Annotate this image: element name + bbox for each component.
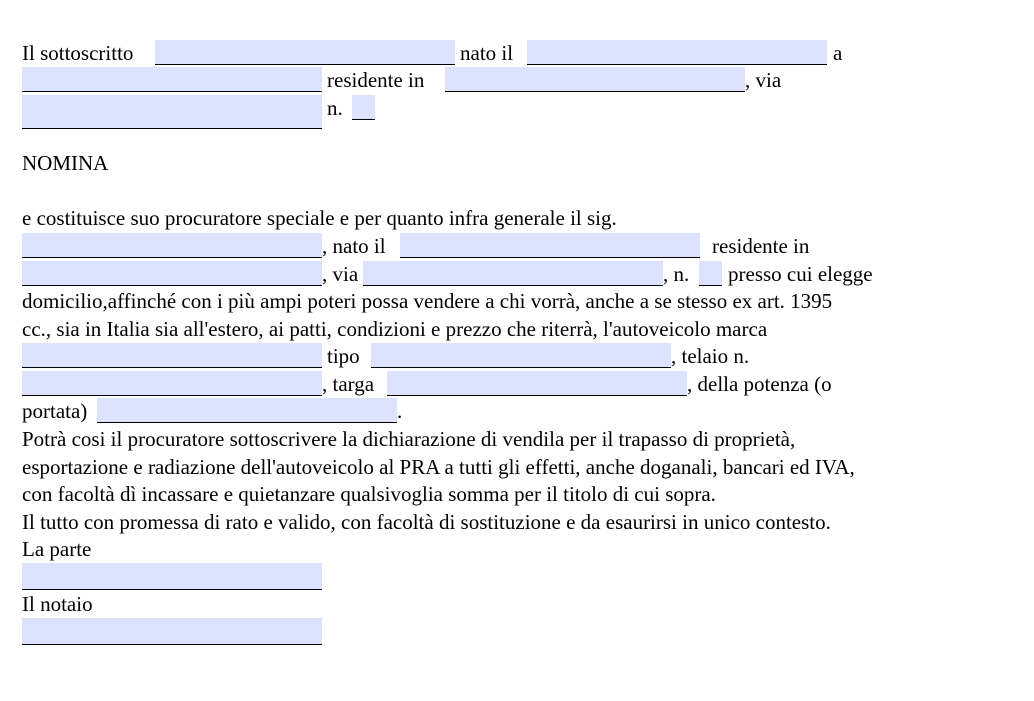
closing-line-3: con facoltà dì incassare e quietanzare qualsivoglia somma per il titolo di cui sopra.	[22, 482, 716, 506]
agent-name-field[interactable]	[22, 233, 322, 258]
closing-line-1: Potrà cosi il procuratore sottoscrivere la dichiarazione di vendila per il trapasso di proprietà,	[22, 427, 796, 451]
vehicle-type-field[interactable]	[371, 343, 671, 368]
closing-line-2: esportazione e radiazione dell'autoveicolo al PRA a tutti gli effetti, anche doganali, bancari ed IVA,	[22, 455, 855, 479]
label-la-parte: La parte	[22, 537, 92, 561]
label-n: n.	[327, 96, 343, 120]
label-targa: , targa	[322, 372, 375, 396]
vehicle-make-field[interactable]	[22, 343, 322, 368]
agent-label-residente-in: residente in	[712, 234, 810, 258]
notaio-signature-field[interactable]	[22, 618, 322, 645]
label-a: a	[833, 41, 843, 65]
principal-name-field[interactable]	[155, 40, 455, 65]
agent-street-field[interactable]	[363, 261, 663, 286]
body-line-1: domicilio,affinché con i più ampi poteri possa vendere a chi vorrà, anche a se stesso ex art. 1395	[22, 289, 833, 313]
heading-nomina: NOMINA	[22, 151, 109, 175]
intro-text: e costituisce suo procuratore speciale e per quanto infra generale il sig.	[22, 206, 617, 230]
label-sottoscritto: Il sottoscritto	[22, 41, 134, 65]
label-residente-in: residente in	[327, 68, 425, 92]
agent-label-n: , n.	[663, 262, 690, 286]
label-portata: portata)	[22, 399, 88, 423]
principal-birthplace-field[interactable]	[22, 67, 322, 92]
agent-birthdate-field[interactable]	[400, 233, 700, 258]
closing-line-4: Il tutto con promessa di rato e valido, con facoltà di sostituzione e da esaurirsi in unico contesto.	[22, 510, 831, 534]
principal-street-field[interactable]	[22, 95, 322, 129]
vehicle-chassis-field[interactable]	[22, 371, 322, 396]
principal-number-field[interactable]	[352, 95, 375, 120]
label-il-notaio: Il notaio	[22, 592, 93, 616]
label-tipo: tipo	[327, 344, 360, 368]
principal-residence-field[interactable]	[445, 67, 745, 92]
agent-number-field[interactable]	[699, 261, 722, 286]
label-telaio: , telaio n.	[671, 344, 750, 368]
body-line-2: cc., sia in Italia sia all'estero, ai patti, condizioni e prezzo che riterrà, l'autoveicolo marca	[22, 317, 768, 341]
label-via: , via	[745, 68, 782, 92]
vehicle-power-field[interactable]	[97, 398, 397, 423]
label-period: .	[397, 399, 403, 423]
principal-birthdate-field[interactable]	[527, 40, 827, 65]
label-potenza: , della potenza (o	[687, 372, 832, 396]
agent-label-presso: presso cui elegge	[728, 262, 873, 286]
label-nato-il: nato il	[460, 41, 514, 65]
agent-residence-field[interactable]	[22, 261, 322, 286]
agent-label-nato-il: , nato il	[322, 234, 386, 258]
vehicle-plate-field[interactable]	[387, 371, 687, 396]
parte-signature-field[interactable]	[22, 563, 322, 590]
agent-label-via: , via	[322, 262, 359, 286]
